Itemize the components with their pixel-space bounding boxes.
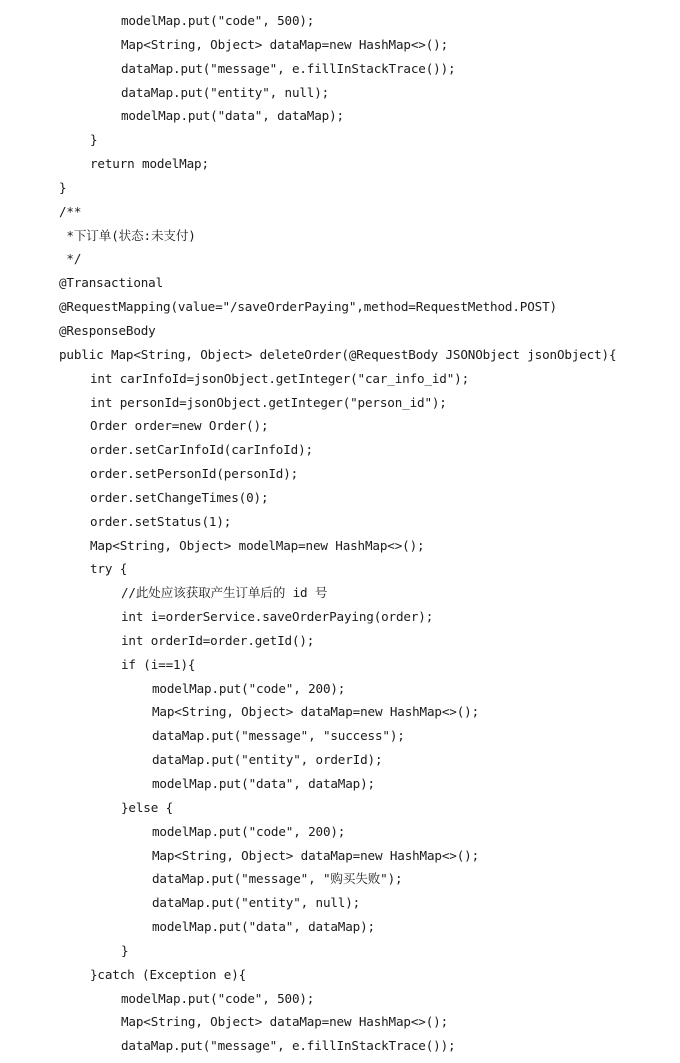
code-line: int carInfoId=jsonObject.getInteger("car_info_id");	[90, 370, 470, 386]
code-line: modelMap.put("code", 200);	[152, 680, 346, 696]
code-line: modelMap.put("data", dataMap);	[152, 919, 375, 935]
code-line: }	[121, 942, 129, 958]
code-line: @ResponseBody	[59, 322, 156, 338]
code-line: Map<String, Object> dataMap=new HashMap<>();	[121, 1014, 449, 1030]
code-line: if (i==1){	[121, 656, 196, 672]
code-line: dataMap.put("entity", orderId);	[152, 752, 383, 768]
code-line: }	[59, 179, 67, 195]
code-line: /**	[59, 203, 82, 219]
code-line: dataMap.put("message", e.fillInStackTrace());	[121, 1038, 456, 1054]
code-line: order.setCarInfoId(carInfoId);	[90, 442, 313, 458]
code-line: */	[59, 251, 82, 267]
code-line: dataMap.put("message", e.fillInStackTrace());	[121, 60, 456, 76]
code-line: @Transactional	[59, 275, 164, 291]
code-line: public Map<String, Object> deleteOrder(@RequestBody JSONObject jsonObject){	[59, 346, 617, 362]
code-line: int i=orderService.saveOrderPaying(order);	[121, 609, 434, 625]
code-line: int orderId=order.getId();	[121, 632, 315, 648]
code-line: try {	[90, 561, 128, 577]
code-line: dataMap.put("entity", null);	[121, 84, 330, 100]
code-line: *下订单(状态:未支付)	[59, 227, 196, 243]
code-line: Map<String, Object> dataMap=new HashMap<>();	[121, 36, 449, 52]
code-line: int personId=jsonObject.getInteger("person_id");	[90, 394, 447, 410]
code-line: Order order=new Order();	[90, 418, 269, 434]
code-line: }else {	[121, 799, 174, 815]
code-line: modelMap.put("code", 500);	[121, 13, 315, 28]
code-line: @RequestMapping(value="/saveOrderPaying",method=RequestMethod.POST)	[59, 299, 557, 315]
code-line: order.setPersonId(personId);	[90, 466, 299, 482]
code-line: modelMap.put("code", 500);	[121, 990, 315, 1006]
code-line: modelMap.put("code", 200);	[152, 823, 346, 839]
code-line: Map<String, Object> dataMap=new HashMap<>();	[152, 847, 480, 863]
code-line: //此处应该获取产生订单后的 id 号	[121, 585, 328, 601]
code-line: }catch (Exception e){	[90, 966, 247, 982]
code-line: order.setStatus(1);	[90, 513, 232, 529]
code-line: order.setChangeTimes(0);	[90, 489, 269, 505]
code-line: dataMap.put("message", "success");	[152, 728, 405, 744]
code-line: dataMap.put("entity", null);	[152, 895, 361, 911]
code-line: modelMap.put("data", dataMap);	[152, 776, 375, 791]
code-line: modelMap.put("data", dataMap);	[121, 108, 344, 124]
code-line: Map<String, Object> modelMap=new HashMap<>();	[90, 537, 425, 553]
code-line: Map<String, Object> dataMap=new HashMap<>();	[152, 704, 480, 720]
code-line: }	[90, 132, 98, 148]
code-line: dataMap.put("message", "购买失败");	[152, 871, 403, 887]
code-line: return modelMap;	[90, 156, 209, 172]
code-listing	[59, 9, 616, 1058]
